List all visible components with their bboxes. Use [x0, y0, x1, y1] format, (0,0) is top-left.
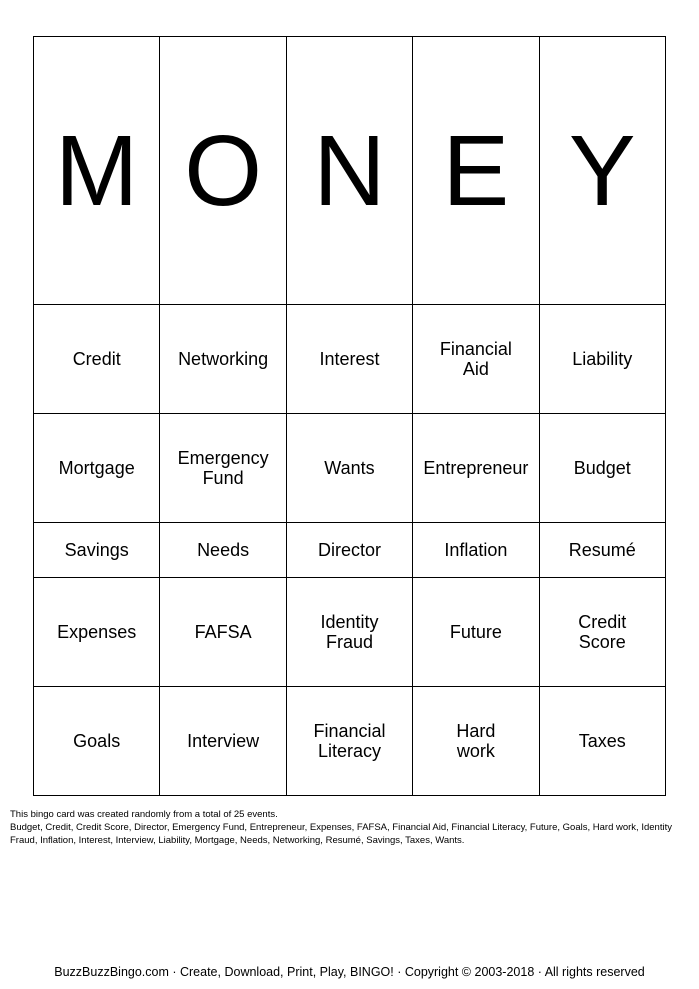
- bingo-cell: Budget: [539, 413, 665, 522]
- bingo-cell: Credit: [34, 305, 160, 414]
- bingo-cell: Wants: [286, 413, 412, 522]
- bingo-cell: Resumé: [539, 522, 665, 578]
- header-letter: M: [34, 37, 160, 305]
- bingo-cell: Hard work: [413, 687, 539, 796]
- header-letter: E: [413, 37, 539, 305]
- header-letter: O: [160, 37, 286, 305]
- header-letter: Y: [539, 37, 665, 305]
- bingo-cell: Financial Literacy: [286, 687, 412, 796]
- bingo-cell: Mortgage: [34, 413, 160, 522]
- bingo-cell: Director: [286, 522, 412, 578]
- bingo-cell: Financial Aid: [413, 305, 539, 414]
- bingo-cell: Needs: [160, 522, 286, 578]
- header-row: [34, 37, 666, 305]
- bingo-row: [34, 305, 666, 414]
- card-info: [10, 808, 672, 847]
- bingo-cell: Future: [413, 578, 539, 687]
- bingo-cell: Interest: [286, 305, 412, 414]
- bingo-cell: Networking: [160, 305, 286, 414]
- bingo-cell: Taxes: [539, 687, 665, 796]
- bingo-card: [33, 36, 666, 796]
- bingo-cell: Identity Fraud: [286, 578, 412, 687]
- bingo-cell: Savings: [34, 522, 160, 578]
- bingo-cell: Expenses: [34, 578, 160, 687]
- bingo-cell: Interview: [160, 687, 286, 796]
- bingo-cell: FAFSA: [160, 578, 286, 687]
- header-letter: N: [286, 37, 412, 305]
- bingo-cell: Liability: [539, 305, 665, 414]
- bingo-row: [34, 413, 666, 522]
- bingo-cell: Emergency Fund: [160, 413, 286, 522]
- card-note: This bingo card was created randomly from a total of 25 events.: [10, 809, 278, 820]
- bingo-cell: Inflation: [413, 522, 539, 578]
- bingo-cell: Goals: [34, 687, 160, 796]
- bingo-cell: Credit Score: [539, 578, 665, 687]
- bingo-row: [34, 687, 666, 796]
- event-list: Budget, Credit, Credit Score, Director, Emergency Fund, Entrepreneur, Expenses, FAFSA, Financial Aid, Financial Literacy, Future, Goals, Hard work, Identity Fraud, Inflation, Interest, Interview, Liability, Mortgage, Needs, Networking, Resumé, Savings, Taxes, Wants.: [10, 822, 672, 846]
- bingo-row: [34, 578, 666, 687]
- bingo-cell: Entrepreneur: [413, 413, 539, 522]
- copyright-line: BuzzBuzzBingo.com · Create, Download, Print, Play, BINGO! · Copyright © 2003-2018 · All rights reserved: [54, 965, 645, 979]
- bingo-row: [34, 522, 666, 578]
